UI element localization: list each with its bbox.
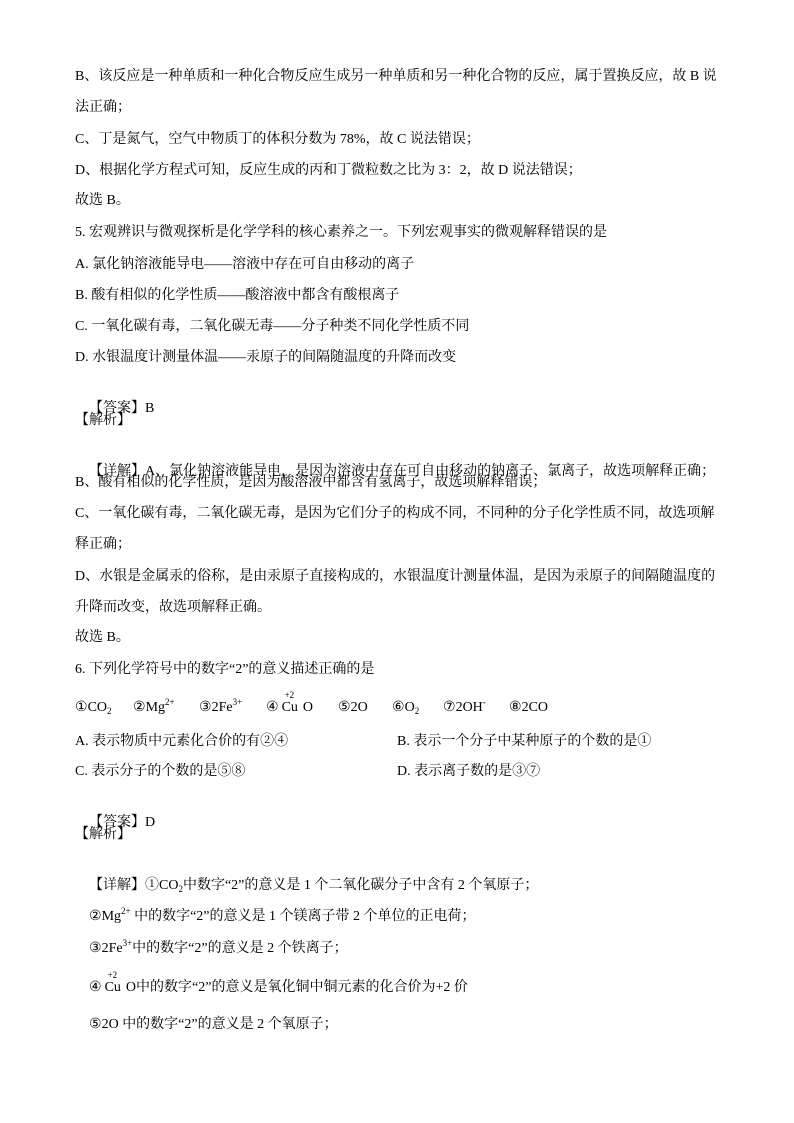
chemical-formula: Cu — [281, 700, 298, 715]
detail-text: 中的数字“2”的意义是氧化铜中铜元素的化合价为+2 价 — [136, 980, 468, 995]
q6-option-d: D. 表示离子数的是③⑦ — [397, 764, 541, 779]
symbol-marker: ⑤ — [89, 1017, 102, 1032]
detail-text: 中数字“2”的意义是 1 个二氧化碳分子中含有 2 个氧原子； — [182, 878, 539, 893]
q5-detail-line: 升降而改变，故选项解释正确。 — [75, 600, 271, 615]
q5-analysis-label: 【解析】 — [75, 413, 131, 428]
q5-detail-line: C、一氧化碳有毒，二氧化碳无毒，是因为它们分子的构成不同，不同种的分子化学性质不同，故选项解 — [75, 506, 715, 521]
q5-detail-line — [75, 442, 716, 479]
symbol-item — [133, 698, 175, 718]
chemical-formula: CO — [87, 700, 108, 715]
symbol-marker: ① — [145, 878, 159, 893]
symbol-marker: ⑤ — [338, 700, 351, 715]
q5-detail-line: B、酸有相似的化学性质，是因为酸溶液中都含有氢离子，故选项解释错误； — [75, 475, 547, 490]
answer-value: D — [145, 815, 156, 830]
chemical-formula: 2OH — [455, 700, 483, 715]
q6-options-row-2 — [75, 762, 715, 782]
symbol-marker: ④ — [266, 700, 279, 715]
q5-detail-line: D、水银是金属汞的俗称，是由汞原子直接构成的，水银温度计测量体温，是因为汞原子的间隔随温度的 — [75, 569, 716, 584]
q6-stem: 6. 下列化学符号中的数字“2”的意义描述正确的是 — [75, 662, 375, 677]
valence-mark: +2 — [284, 690, 295, 700]
q5-answer — [75, 379, 155, 416]
superscript: 2+ — [121, 906, 131, 916]
answer-value: B — [145, 401, 155, 416]
detail-text: A、氯化钠溶液能导电，是因为溶液中存在可自由移动的钠离子、氯离子，故选项解释正确； — [145, 464, 716, 479]
q6-symbol-list — [75, 690, 635, 718]
symbol-item — [443, 698, 486, 718]
symbol-marker: ① — [75, 700, 88, 715]
symbol-marker: ③ — [199, 700, 212, 715]
symbol-marker: ④ — [89, 980, 102, 995]
symbol-marker: ② — [89, 909, 102, 924]
q5-stem: 5. 宏观辨识与微观探析是化学学科的核心素养之一。下列宏观事实的微观解释错误的是 — [75, 225, 607, 240]
symbol-item — [338, 698, 368, 718]
superscript: 2+ — [165, 697, 175, 707]
chemical-formula: Mg — [101, 909, 122, 924]
symbol-item — [509, 698, 548, 718]
symbol-item — [75, 698, 112, 718]
chemical-formula: 2O — [350, 700, 368, 715]
chemical-formula: Cu — [104, 980, 121, 995]
symbol-marker: ⑧ — [509, 700, 522, 715]
chemical-formula: 2O — [101, 1017, 119, 1032]
q6-option-c: C. 表示分子的个数的是⑤⑧ — [75, 764, 246, 779]
superscript: 3+ — [122, 938, 133, 948]
q6-analysis-label: 【解析】 — [75, 827, 131, 842]
q6-option-a: A. 表示物质中元素化合价的有②④ — [75, 734, 289, 749]
q5-option-d: D. 水银温度计测量体温——汞原子的间隔随温度的升降而改变 — [75, 350, 457, 365]
q5-option-b: B. 酸有相似的化学性质——酸溶液中都含有酸根离子 — [75, 288, 400, 303]
answer-label: 【答案】 — [89, 401, 145, 416]
symbol-item — [199, 698, 242, 718]
chemical-formula: 2Fe — [101, 941, 123, 956]
q6-detail-line — [75, 958, 468, 995]
chemical-formula-tail: O — [302, 700, 314, 715]
q6-detail-line — [75, 995, 338, 1032]
q6-detail-line — [75, 887, 476, 924]
chemical-formula: 2Fe — [211, 700, 233, 715]
symbol-item — [392, 698, 419, 718]
chemical-formula: O — [404, 700, 415, 715]
q5-option-c: C. 一氧化碳有毒，二氧化碳无毒——分子种类不同化学性质不同 — [75, 319, 470, 334]
detail-text: 中的数字“2”的意义是 1 个镁离子带 2 个单位的正电荷； — [130, 909, 476, 924]
q6-answer — [75, 793, 156, 830]
chemical-formula: 2CO — [521, 700, 549, 715]
superscript: - — [482, 697, 486, 707]
prev-conclusion: 故选 B。 — [75, 193, 130, 208]
subscript: 2 — [107, 706, 112, 716]
prev-option-b-line-2: 法正确； — [75, 100, 131, 115]
q5-conclusion: 故选 B。 — [75, 630, 130, 645]
symbol-marker: ⑥ — [392, 700, 405, 715]
prev-option-d: D、根据化学方程式可知，反应生成的丙和丁微粒数之比为 3：2，故 D 说法错误； — [75, 163, 582, 178]
symbol-marker: ⑦ — [443, 700, 456, 715]
detail-label: 【详解】 — [89, 464, 145, 479]
detail-text: 中的数字“2”的意义是 2 个氧原子； — [118, 1017, 338, 1032]
subscript: 2 — [178, 884, 183, 894]
superscript: 3+ — [232, 697, 243, 707]
valence-formula — [281, 690, 298, 718]
chemical-formula-tail: O — [125, 980, 137, 995]
valence-mark: +2 — [107, 970, 118, 980]
symbol-marker: ② — [133, 700, 146, 715]
q6-detail-line — [75, 919, 348, 956]
prev-option-c: C、丁是氮气，空气中物质丁的体积分数为 78%，故 C 说法错误； — [75, 132, 480, 147]
chemical-formula: Mg — [145, 700, 166, 715]
symbol-item — [266, 690, 314, 718]
chemical-formula: CO — [159, 878, 179, 893]
q6-options-row-1 — [75, 732, 715, 752]
q5-detail-line: 释正确； — [75, 537, 131, 552]
symbol-marker: ③ — [89, 941, 102, 956]
detail-text: 中的数字“2”的意义是 2 个铁离子； — [132, 941, 348, 956]
q5-option-a: A. 氯化钠溶液能导电——溶液中存在可自由移动的离子 — [75, 257, 415, 272]
subscript: 2 — [414, 706, 420, 716]
q6-detail-line — [75, 856, 539, 894]
q6-option-b: B. 表示一个分子中某种原子的个数的是① — [397, 734, 652, 749]
prev-option-b-line-1: B、该反应是一种单质和一种化合物反应生成另一种单质和另一种化合物的反应，属于置换反应，故 B 说 — [75, 69, 717, 84]
answer-label: 【答案】 — [89, 815, 145, 830]
detail-label: 【详解】 — [89, 878, 145, 893]
